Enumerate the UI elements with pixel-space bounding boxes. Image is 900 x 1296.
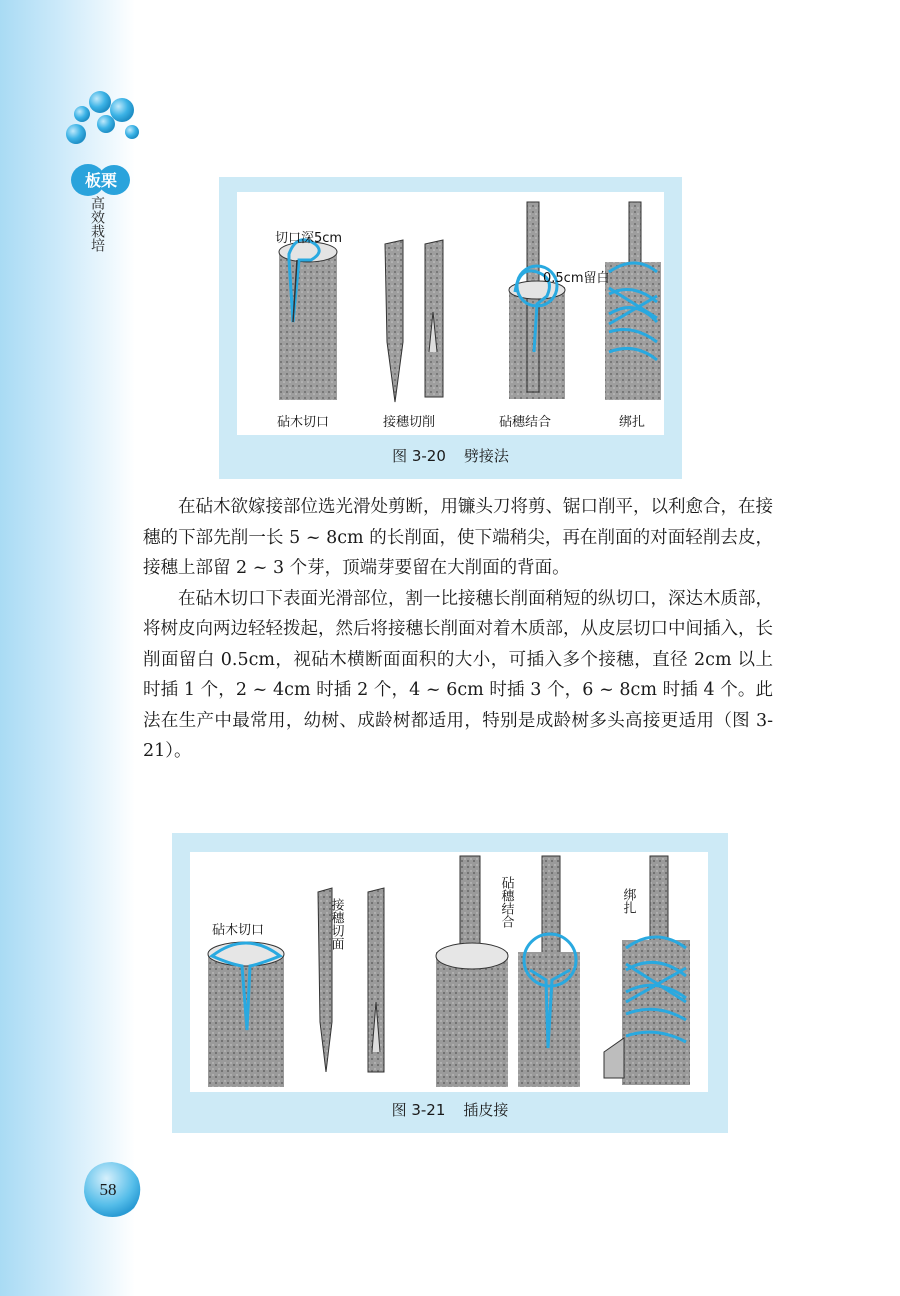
series-title: 高效栽培: [89, 196, 105, 252]
figure-3-21: [172, 833, 728, 1133]
paragraph: 在砧木欲嫁接部位选光滑处剪断，用镰头刀将剪、锯口削平，以利愈合，在接穗的下部先削一长 5 ~ 8cm 的长削面，使下端稍尖，再在削面的对面轻削去皮，接穗上部留 2 ~ 3 个芽，顶端芽要留在大削面的背面。: [143, 497, 773, 578]
figure-3-20: [219, 177, 682, 479]
stock-cut-drawing: [208, 942, 284, 1087]
label-combine: 砧穗结合: [498, 876, 514, 928]
label-stock-cut: 砧木切口: [212, 923, 265, 938]
bind-drawing: [604, 856, 690, 1085]
page-number: 58: [99, 1180, 117, 1199]
label-combine: 砧穗结合: [499, 415, 552, 430]
cleft-graft-diagram: [237, 192, 664, 435]
caption-title: 插皮接: [463, 1101, 509, 1119]
figure-3-20-caption: [219, 445, 682, 466]
caption-number: 图 3-20: [392, 447, 446, 465]
label-stock-cut: 砧木切口: [277, 415, 330, 430]
series-badge-text: 板栗: [84, 171, 118, 190]
label-scion-cut: 接穗切削: [383, 415, 436, 430]
figure-3-21-caption: [172, 1099, 728, 1120]
figure-3-20-illustration: [237, 192, 664, 435]
stock-cut-drawing: [279, 240, 337, 400]
label-bind: 绑扎: [620, 888, 636, 914]
label-scion-cut: 接穗切面: [328, 898, 344, 950]
label-bind: 绑扎: [619, 415, 646, 430]
body-text: [143, 492, 773, 767]
figure-3-21-illustration: [190, 852, 708, 1092]
paragraph: 在砧木切口下表面光滑部位，割一比接穗长削面稍短的纵切口，深达木质部，将树皮向两边轻轻拨起，然后将接穗长削面对着木质部，从皮层切口中间插入，长削面留白 0.5cm，视砧木横断面面积的大小，可插入多个接穗，直径 2cm 以上时插 1 个，2 ~ 4cm 时插 2 个，4 ~ 6cm 时插 3 个，6 ~ 8cm 时插 4 个。此法在生产中最常用，幼树、成龄树都适用，特别是成龄树多头高接更适用（图 3-21）。: [143, 588, 773, 761]
bind-drawing: [605, 202, 661, 400]
scion-cut-drawing: [385, 240, 443, 402]
label-leave-white: 0.5cm留白: [543, 271, 610, 286]
bark-graft-diagram: [190, 852, 708, 1092]
label-cut-depth: 切口深5cm: [275, 231, 343, 246]
decorative-bubbles: [62, 88, 152, 158]
caption-title: 劈接法: [463, 447, 509, 465]
series-badge: [66, 160, 136, 200]
combine-drawing: [509, 202, 565, 399]
caption-number: 图 3-21: [391, 1101, 446, 1119]
